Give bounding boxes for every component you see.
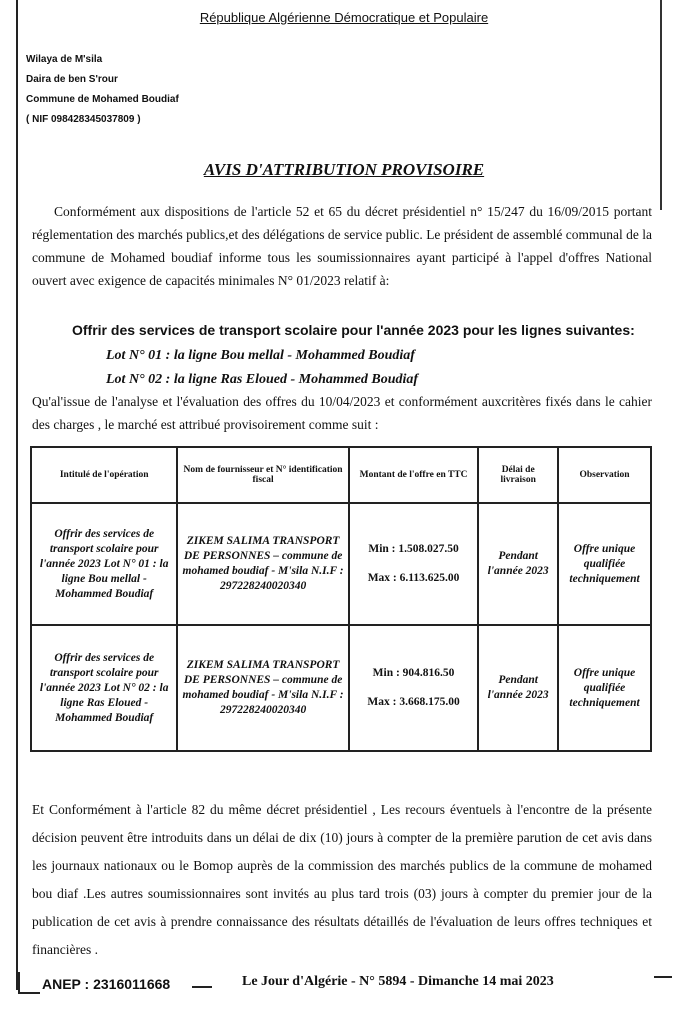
observation-cell: Offre unique qualifiée techniquement xyxy=(558,503,651,625)
footer-corner-line xyxy=(18,972,20,994)
operation-cell: Offrir des services de transport scolaire pour l'année 2023 Lot N° 01 : la ligne Bou mellal - Mohammed Boudiaf xyxy=(31,503,177,625)
offer-line: Offrir des services de transport scolaire pour l'année 2023 pour les lignes suivantes: xyxy=(72,322,635,338)
header-observation: Observation xyxy=(558,447,651,503)
amount-cell xyxy=(349,625,479,751)
header-operation: Intitulé de l'opération xyxy=(31,447,177,503)
lot-1-line: Lot N° 01 : la ligne Bou mellal - Mohammed Boudiaf xyxy=(106,348,415,363)
lot-2-line: Lot N° 02 : la ligne Ras Eloued - Mohammed Boudiaf xyxy=(106,372,419,387)
amount-cell xyxy=(349,503,479,625)
nif-line: ( NIF 098428345037809 ) xyxy=(26,114,141,125)
wilaya-line: Wilaya de M'sila xyxy=(26,54,103,65)
daira-line: Daira de ben S'rour xyxy=(26,74,118,85)
intro-paragraph: Conformément aux dispositions de l'article 52 et 65 du décret présidentiel n° 15/247 du 16/09/2015 portant réglementation des marchés publics,et des délégations de service public. Le président de assemblé communal de la commune de Mohamed boudiaf informe tous les soumissionnaires ayant participé à l'appel d'offres National ouvert avec exigence de capacités minimales N° 01/2023 relatif à: xyxy=(32,204,652,288)
delay-cell: Pendant l'année 2023 xyxy=(478,503,558,625)
table-header-row xyxy=(31,447,651,503)
footer-corner-line xyxy=(18,992,40,994)
republic-heading: République Algérienne Démocratique et Populaire xyxy=(199,10,489,25)
journal-reference: Le Jour d'Algérie - N° 5894 - Dimanche 14 mai 2023 xyxy=(242,974,554,989)
closing-paragraph: Et Conformément à l'article 82 du même décret présidentiel , Les recours éventuels à l'encontre de la présente décision peuvent être introduits dans un délai de dix (10) jours à compter de la première parution de cet avis dans les journaux nationaux ou le Bomop auprès de la commission des marchés publics de la commune de mohamed bou diaf .Les autres soumissionnaires sont invités au plus tard trois (03) jours à compter du premier jour de la publication de cet avis à prendre connaissance des résultats détaillés de l'évaluation de leurs offres techniques et financières . xyxy=(32,802,652,957)
notice-title: AVIS D'ATTRIBUTION PROVISOIRE xyxy=(203,160,485,179)
observation-cell: Offre unique qualifiée techniquement xyxy=(558,625,651,751)
operation-cell: Offrir des services de transport scolaire pour l'année 2023 Lot N° 02 : la ligne Ras Eloued - Mohammed Boudiaf xyxy=(31,625,177,751)
attribution-table xyxy=(30,446,652,752)
max-amount: Max : 6.113.625.00 xyxy=(367,572,460,584)
header-delay: Délai de livraison xyxy=(478,447,558,503)
commune-line: Commune de Mohamed Boudiaf xyxy=(26,94,179,105)
analysis-paragraph: Qu'al'issue de l'analyse et l'évaluation des offres du 10/04/2023 et conformément auxcritères fixés dans le cahier des charges , le marché est attribué provisoirement comme suit : xyxy=(32,394,652,432)
supplier-cell: ZIKEM SALIMA TRANSPORT DE PERSONNES – commune de mohamed boudiaf - M'sila N.I.F : 297228240020340 xyxy=(177,625,348,751)
header-amount: Montant de l'offre en TTC xyxy=(349,447,479,503)
footer-dash xyxy=(192,986,212,988)
administration-block xyxy=(26,50,179,130)
footer xyxy=(14,968,676,994)
min-amount: Min : 904.816.50 xyxy=(372,667,455,679)
left-border-line xyxy=(16,0,18,990)
min-amount: Min : 1.508.027.50 xyxy=(368,543,459,555)
delay-cell: Pendant l'année 2023 xyxy=(478,625,558,751)
footer-dash xyxy=(654,976,672,978)
anep-number: ANEP : 2316011668 xyxy=(42,976,171,992)
supplier-cell: ZIKEM SALIMA TRANSPORT DE PERSONNES – commune de mohamed boudiaf - M'sila N.I.F : 297228240020340 xyxy=(177,503,348,625)
max-amount: Max : 3.668.175.00 xyxy=(367,696,460,708)
header-supplier: Nom de fournisseur et N° identification fiscal xyxy=(177,447,348,503)
table-row xyxy=(31,503,651,625)
table-row xyxy=(31,625,651,751)
